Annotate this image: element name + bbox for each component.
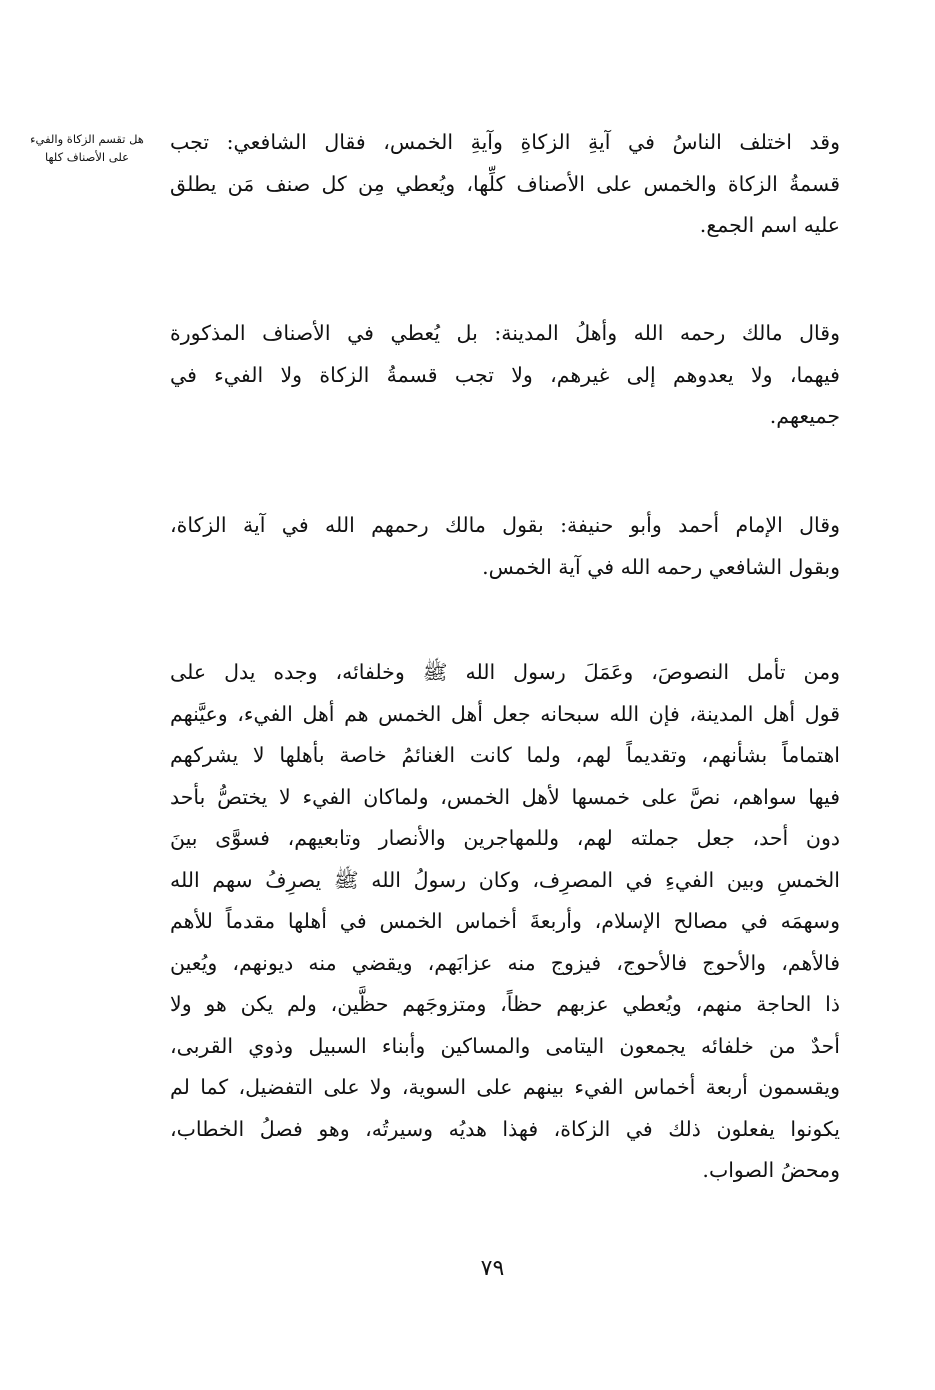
text-line: قول أهل المدينة، فإن الله سبحانه جعل أهل الخمس هم أهل الفيء، وعيَّنهم: [170, 701, 840, 726]
text-line: ذا الحاجة منهم، ويُعطي عزبهم حظاً، ومتزوجَهم حظَّين، ولم يكن هو ولا: [170, 992, 840, 1016]
text-line: يكونوا يفعلون ذلك في الزكاة، فهذا هديُه وسيرتُه، وهو فصلُ الخطاب،: [170, 1116, 840, 1141]
text-line: الخمسِ وبين الفيءِ في المصرِف، وكان رسولُ الله ﷺ يصرِفُ سهم الله: [170, 867, 840, 892]
text-line: وبقول الشافعي رحمه الله في آية الخمس.: [482, 554, 840, 579]
text-line: دون أحد، جعل جملته لهم، وللمهاجرين والأنصار وتابعيهم، فسوَّى بينَ: [170, 826, 840, 850]
text-line: ومحضُ الصواب.: [702, 1158, 840, 1182]
paragraph-1: [170, 122, 840, 247]
text-line: قسمةُ الزكاة والخمس على الأصناف كلِّها، ويُعطي مِن كل صنف مَن يطلق: [170, 171, 840, 196]
text-line: ومن تأمل النصوصَ، وعَمَلَ رسول الله ﷺ وخلفائه، وجده يدل على: [170, 660, 840, 684]
text-line: وقال مالك رحمه الله وأهلُ المدينة: بل يُعطي في الأصناف المذكورة: [170, 321, 840, 345]
margin-note-line-1: هل تقسم الزكاة والفيء: [30, 132, 144, 146]
text-line: فيهما، ولا يعدوهم إلى غيرهم، ولا تجب قسمةُ الزكاة ولا الفيء في: [170, 362, 840, 387]
text-line: فيها سواهم، نصَّ على خمسها لأهل الخمس، ولماكان الفيء لا يختصُّ بأحد: [170, 784, 840, 809]
paragraph-3: [170, 505, 840, 588]
text-line: وقد اختلف الناسُ في آيةِ الزكاةِ وآيةِ الخمس، فقال الشافعي: تجب: [170, 130, 840, 154]
text-line: عليه اسم الجمع.: [699, 213, 840, 237]
margin-note-line-2: على الأصناف كلها: [44, 150, 130, 164]
text-line: فالأهم، والأحوج فالأحوج، فيزوج منه عزابَهم، ويقضي منه ديونهم، ويُعين: [170, 950, 840, 975]
text-line: جميعهم.: [769, 404, 840, 428]
text-line: اهتماماً بشأنهم، وتقديماً لهم، ولما كانت الغنائمُ خاصة بأهلها لا يشركهم: [170, 743, 840, 767]
text-line: وقال الإمام أحمد وأبو حنيفة: بقول مالك رحمهم الله في آية الزكاة،: [170, 513, 840, 537]
text-line: ويقسمون أربعة أخماس الفيء بينهم على السوية، ولا على التفضيل، كما لم: [170, 1075, 840, 1099]
text-line: وسهمَه في مصالح الإسلام، وأربعةَ أخماس الخمس في أهلها مقدماً للأهم: [170, 909, 840, 933]
page-number: ٧٩: [480, 1256, 505, 1281]
text-line: أحدٌ من خلفائه يجمعون اليتامى والمساكين وأبناء السبيل وذوي القربى،: [170, 1033, 840, 1058]
paragraph-4: [170, 652, 840, 1192]
paragraph-2: [170, 313, 840, 438]
margin-note: [17, 130, 157, 166]
